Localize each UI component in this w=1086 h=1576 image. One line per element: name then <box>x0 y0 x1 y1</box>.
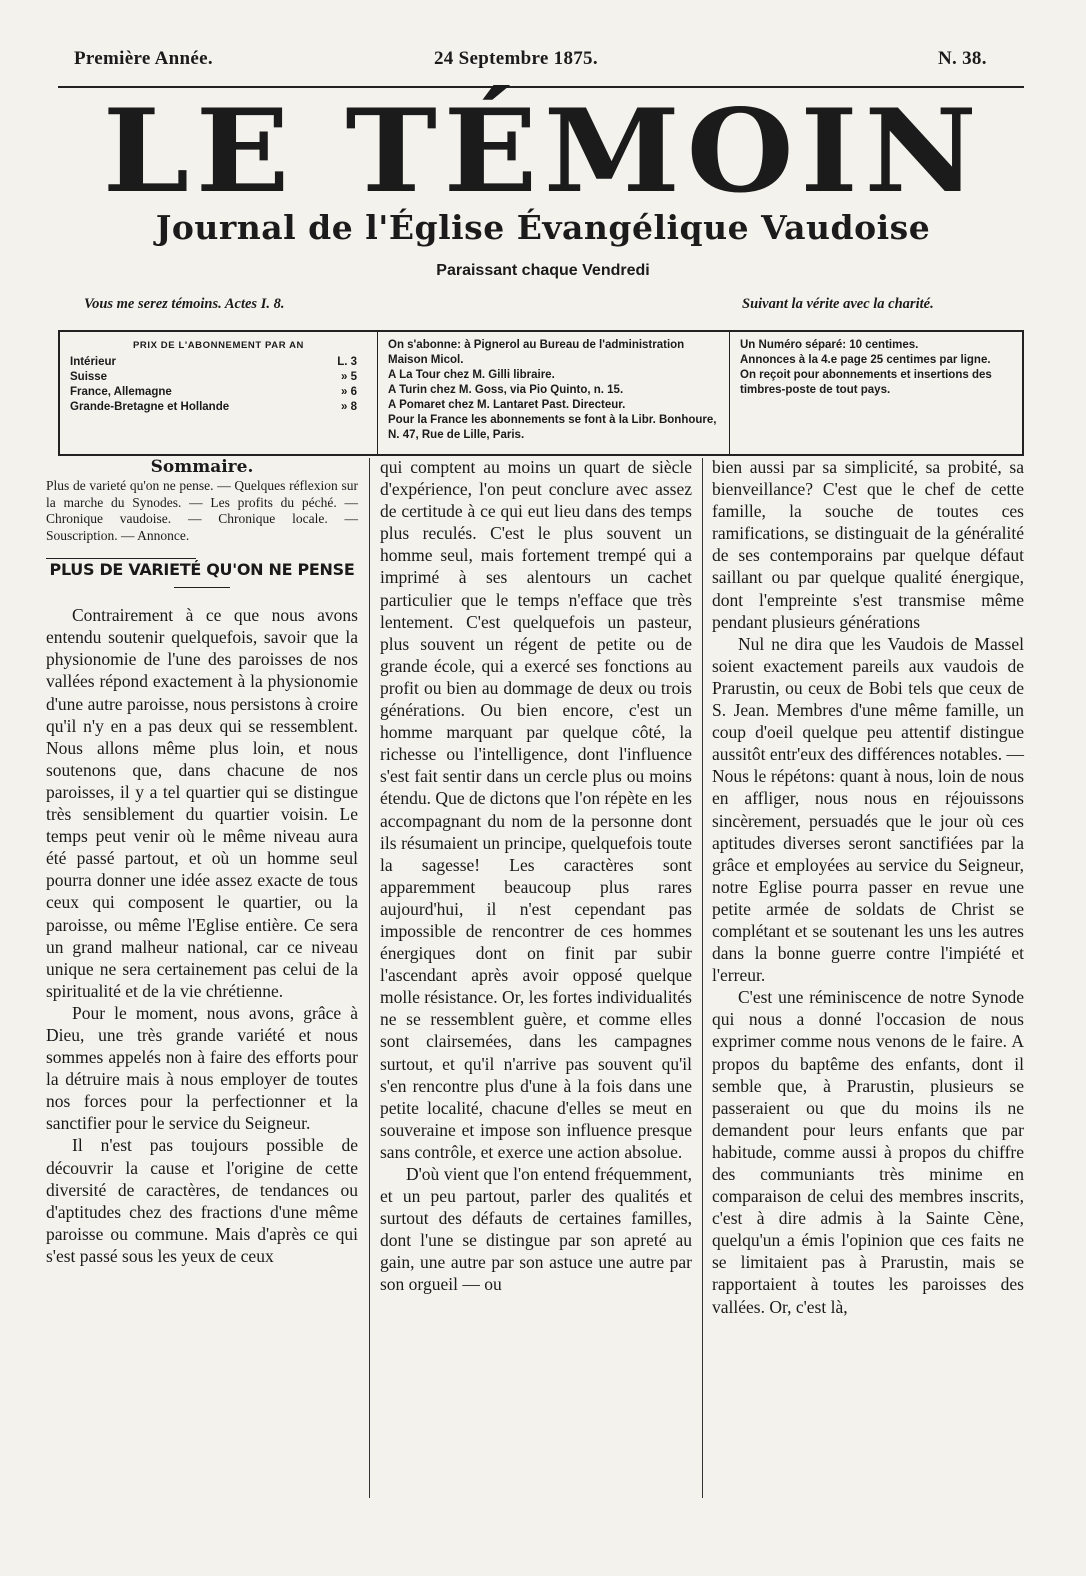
address-line: A Pomaret chez M. Lantaret Past. Directeur. <box>388 399 626 411</box>
article-paragraph: Pour le moment, nous avons, grâce à Dieu, une très grande variété et nous sommes appelés non à faire des efforts pour la détruire mais à nous employer de toutes nos forces pour la perfectionner et la sanctifier pour le service du Seigneur. <box>46 1002 358 1134</box>
address-line: Pour la France les abonnements se font à la Libr. Bonhoure, N. 47, Rue de Lille, Paris. <box>388 414 717 441</box>
note-line: Annonces à la 4.e page 25 centimes par ligne. <box>740 354 991 366</box>
article-paragraph: bien aussi par sa simplicité, sa probité, sa bienveillance? C'est que le chef de cette famille, la souche de toutes ces ramifications, se distinguait de la généralité de ses contemporains par quelque défaut saillant ou par quelque qualité énergique, dont l'empreinte s'est transmise même pendant plusieurs générations <box>712 457 1024 632</box>
divider <box>174 587 230 588</box>
price-row <box>70 355 367 370</box>
subscription-box <box>58 330 1024 456</box>
price-row <box>70 370 367 385</box>
issue-number: N. 38. <box>938 48 987 69</box>
note-line: On reçoit pour abonnements et insertions des timbres-poste de tout pays. <box>740 369 992 396</box>
newspaper-title: LE TÉMOIN <box>102 84 984 218</box>
motto-right: Suivant la vérite avec la charité. <box>742 296 934 312</box>
address-line: On s'abonne: à Pignerol au Bureau de l'administration Maison Micol. <box>388 339 685 366</box>
sommaire-text: Plus de varieté qu'on ne pense. — Quelques réflexion sur la marche du Synodes. — Les profits du péché. — Chronique vaudoise. — Chronique locale. — Souscription. — Annonce. <box>46 478 358 543</box>
price-heading: PRIX DE L'ABONNEMENT PAR AN <box>133 340 304 351</box>
article-paragraph: Contrairement à ce que nous avons entendu soutenir quelquefois, savoir que la physionomie de l'une des paroisses de nos vallées répond exactement à la physionomie d'une autre paroisse, nous persistons à croire qu'il n'y en a pas deux qui se ressemblent. Nous allons même plus loin, et nous soutenons que, dans chacune de nos paroisses, il y a tel quartier qui se distingue très sensiblement du quartier voisin. Le temps peut venir où le même niveau aura été passé partout, et où un homme seul pourra donner une idée assez exacte de tous ceux qui composent le quartier, ou la paroisse, ou même l'Eglise entière. Ce sera un grand malheur national, car ce niveau unique ne sera certainement pas celui de la spiritualité et de la vie chrétienne. <box>46 605 358 1001</box>
address-line: A La Tour chez M. Gilli libraire. <box>388 369 555 381</box>
article-paragraph: qui comptent au moins un quart de siècle d'expérience, l'on peut conclure avec assez de certitude à ce qui eut lieu dans des temps plus reculés. C'est le plus souvent un homme seul, mais fortement trempé qui a imprimé à ses alentours un cachet particulier que le temps n'efface que très lentement. C'est quelquefois un pasteur, plus souvent un régent de petite ou de grande école, qui a exercé ses fonctions au profit ou bien au dommage de deux ou trois générations. Ou bien encore, c'est un homme marquant par quelque côté, la richesse ou l'intelligence, dont l'influence s'est fait sentir dans un cercle plus ou moins étendu. Que de dictons que l'on répète en les accompagnant du nom de la personne dont ils résumaient un principe, quelquefois toute la sagesse! Les caractères sont apparemment beaucoup plus rares aujourd'hui, il n'est cependant pas impossible de rencontrer de ces hommes énergiques dont on finit par subir l'ascendant après avoir opposé quelque molle résistance. Or, les fortes individualités ne se ressemblent guère, et comme elles sont clairsemées, dans les campagnes surtout, et qu'il n'arrive pas souvent qu'il s'en rencontre plus d'une à la fois dans une petite localité, chacune d'elles se meut en souveraine et impose son influence presque sans contrôle, et exerce une action absolue. <box>380 457 692 1162</box>
column-divider <box>369 458 370 1498</box>
price-row <box>70 400 367 415</box>
price-amount: » 6 <box>341 386 357 398</box>
issue-date: 24 Septembre 1875. <box>434 48 598 69</box>
newspaper-subtitle: Journal de l'Église Évangélique Vaudoise <box>155 208 931 247</box>
article-paragraph: Il n'est pas toujours possible de découvrir la cause et l'origine de cette diversité de caractères, de tendances ou d'aptitudes chez des fractions d'une même paroisse ou commune. Mais d'après ce qui s'est passé sous les yeux de ceux <box>46 1135 358 1266</box>
price-region: Intérieur <box>70 356 117 368</box>
column-1 <box>46 456 358 1267</box>
article-title: PLUS DE VARIETÉ QU'ON NE PENSE <box>49 560 355 580</box>
periodicity: Paraissant chaque Vendredi <box>436 262 650 279</box>
price-region: France, Allemagne <box>70 386 172 398</box>
article-paragraph: Nul ne dira que les Vaudois de Massel soient exactement pareils aux vaudois de Prarustin, ou ceux de Bobi tels que ceux de S. Jean. Membres d'une même famille, un coup d'oeil quelque peu attentif distingue aussitôt entr'eux des différences notables. — Nous le répétons: quant à nous, loin de nous en affliger, nous nous en réjouissons sincèrement, persuadés que le jour où ces aptitudes diverses seront sanctifiées par la grâce et employées au service du Seigneur, notre Eglise pourra passer en revue une petite armée de soldats de Christ se complétant et se soutenant les uns les autres dans la bonne guerre contre l'impiété et l'erreur. <box>712 633 1024 986</box>
price-region: Grande-Bretagne et Hollande <box>70 401 230 413</box>
note-line: Un Numéro séparé: 10 centimes. <box>740 339 919 351</box>
article-paragraph: D'où vient que l'on entend fréquemment, et un peu partout, parler des qualités et surtout des défauts de certaines familles, dont l'une se distingue par son apreté au gain, une autre par son astuce une autre par son orgueil — ou <box>380 1164 692 1295</box>
price-amount: » 5 <box>341 371 357 383</box>
price-table <box>60 332 378 454</box>
year-label: Première Année. <box>74 48 213 69</box>
price-row <box>70 385 367 400</box>
price-region: Suisse <box>70 371 108 383</box>
column-2 <box>380 456 692 1296</box>
column-3 <box>712 456 1024 1318</box>
subscription-addresses <box>378 332 730 454</box>
motto-left: Vous me serez témoins. Actes I. 8. <box>84 296 285 312</box>
sommaire-title: Sommaire. <box>150 457 254 477</box>
price-amount: » 8 <box>341 401 357 413</box>
column-divider <box>702 458 703 1498</box>
price-amount: L. 3 <box>337 356 357 368</box>
address-line: A Turin chez M. Goss, via Pio Quinto, n. 15. <box>388 384 624 396</box>
article-paragraph: C'est une réminiscence de notre Synode qui nous a donné l'occasion de nous exprimer comme nous venons de le faire. A propos du baptême des enfants, dont il semble que, à Prarustin, plusieurs se passeraient ou que du moins ils ne demandent pour leurs enfants que par habitude, comme aussi à propos du chiffre des communiants très minime en comparaison de celui des membres inscrits, c'est à dire admis à la Sainte Cène, quelqu'un a émis l'opinion que ces faits ne se limitaient pas à Prarustin, mais se rapportaient à toutes les paroisses des vallées. Or, c'est là, <box>712 987 1024 1317</box>
subscription-notes <box>730 332 1022 454</box>
